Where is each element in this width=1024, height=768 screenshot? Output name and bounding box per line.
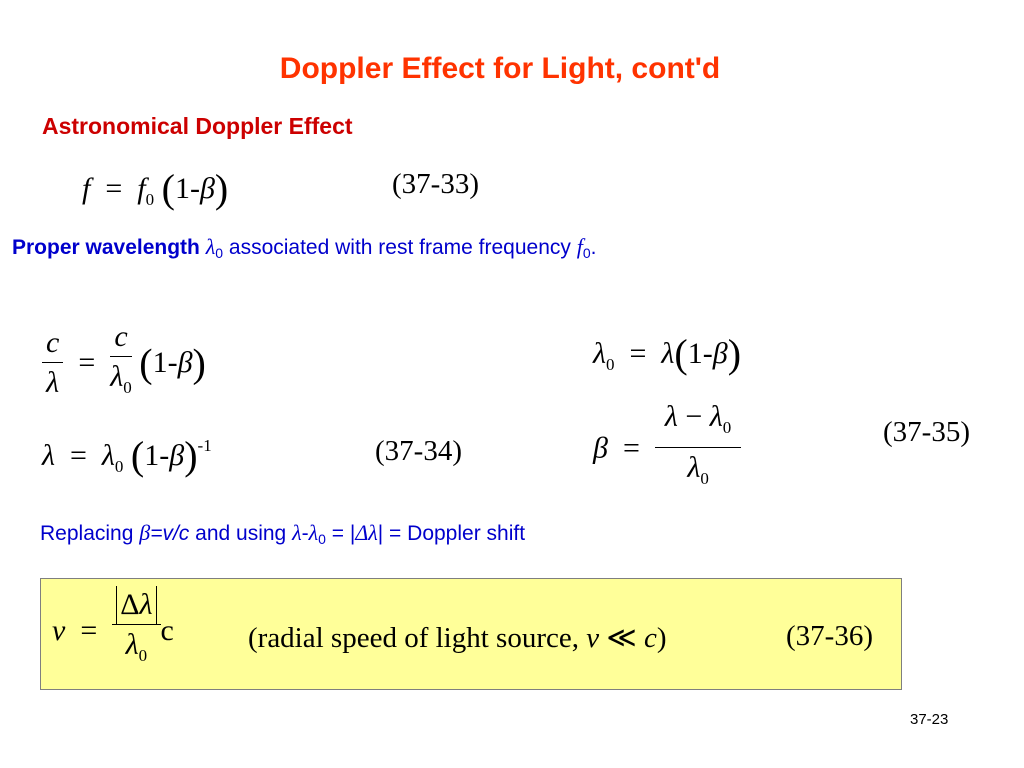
lambda-symbol: λ [205, 234, 216, 259]
slide-subtitle: Astronomical Doppler Effect [42, 113, 353, 139]
fraction-c-over-lambda0 [110, 318, 132, 408]
paren-open: ( [161, 166, 175, 211]
one-minus: 1- [152, 346, 178, 379]
beta-symbol: β [169, 439, 185, 472]
lambda0-sub: 0 [700, 469, 709, 488]
paren-close: ) [727, 331, 742, 376]
beta-symbol: β [593, 431, 608, 465]
v-symbol-2: v [586, 622, 600, 654]
proper-mid-text: associated with rest frame frequency [223, 236, 577, 259]
delta-symbol: Δ [355, 520, 369, 545]
equation-37-35-bottom [593, 398, 741, 499]
desc-open: (radial speed of light source, [248, 622, 587, 654]
fraction-delta-lambda [112, 586, 160, 676]
v-symbol: v [52, 614, 66, 647]
lambda-symbol: λ [110, 360, 124, 393]
beta-symbol: β [712, 337, 728, 370]
lambda0-sub: 0 [138, 646, 148, 665]
eq-equals: = [622, 431, 640, 465]
frac-num-c2: c [110, 318, 132, 357]
beta-symbol: β [139, 520, 151, 545]
lambda-symbol: λ [139, 588, 153, 621]
beta-symbol: β [177, 346, 193, 379]
equation-label-37-35: (37-35) [883, 416, 970, 448]
lambda0-symbol: λ [101, 439, 115, 472]
lambda0-symbol: λ [308, 520, 319, 545]
doppler-shift-text: | = Doppler shift [377, 522, 526, 545]
exponent: -1 [197, 436, 212, 455]
equation-label-37-34: (37-34) [375, 435, 462, 467]
slide-title: Doppler Effect for Light, cont'd [279, 52, 721, 85]
abs-value [116, 586, 156, 624]
lambda-symbol: λ [292, 520, 302, 545]
frac-den-lambda0 [110, 357, 132, 408]
fraction-beta [655, 398, 741, 499]
lambda0-sub: 0 [114, 457, 124, 476]
equation-37-36 [52, 586, 174, 676]
eq-f: f [82, 172, 91, 205]
f-symbol: f [576, 234, 583, 259]
and-using-text: and using [189, 522, 293, 545]
lambda-sub: 0 [123, 378, 132, 397]
beta-symbol: β [199, 172, 215, 205]
much-less-than: ≪ [606, 622, 637, 654]
equation-37-36-description [248, 620, 667, 655]
one-minus: 1- [144, 439, 170, 472]
lambda-symbol-2: λ [368, 520, 378, 545]
replacing-text [40, 520, 525, 547]
dash: - [301, 522, 309, 545]
lambda0-symbol: λ [125, 628, 139, 661]
equation-label-37-36: (37-36) [786, 620, 873, 652]
lambda0-sub: 0 [722, 418, 732, 437]
delta-symbol: Δ [120, 588, 140, 621]
lambda-symbol: λ [664, 400, 678, 433]
lambda0-symbol: λ [709, 400, 723, 433]
eq-f0-sub: 0 [145, 190, 155, 209]
lambda0-symbol: λ [593, 337, 606, 370]
minus-sign: − [677, 400, 710, 433]
paren-close: ) [192, 340, 206, 386]
paren-close: ) [184, 433, 198, 478]
equals-abs-open: = | [325, 522, 356, 545]
eq-equals: = [78, 346, 96, 379]
paren-open: ( [130, 433, 145, 478]
eq-f0: f [137, 172, 146, 205]
equation-37-34-bottom [42, 432, 212, 479]
c-symbol: c [160, 614, 174, 647]
frac-denominator [112, 625, 160, 676]
c-symbol-2: c [643, 622, 657, 654]
f-sub: 0 [582, 245, 591, 261]
proper-wavelength-text [12, 234, 597, 261]
equation-label-37-33: (37-33) [392, 168, 479, 200]
proper-wavelength-bold: Proper wavelength [12, 236, 200, 259]
one-minus: 1- [687, 337, 713, 370]
page-number: 37-23 [910, 711, 949, 728]
frac-den-lambda: λ [46, 365, 60, 399]
eq-equals: = [105, 172, 123, 205]
lambda0-symbol: λ [687, 451, 701, 484]
proper-end: . [590, 236, 597, 259]
lambda0-sub: 0 [606, 355, 615, 374]
fraction-c-over-lambda [42, 324, 63, 403]
frac-numerator [112, 586, 160, 625]
lambda-sub: 0 [215, 245, 224, 261]
frac-num-c: c [42, 324, 63, 363]
eq-equals: = [70, 439, 87, 472]
lambda-symbol: λ [42, 439, 55, 472]
equation-37-33 [82, 165, 228, 212]
equation-37-35-top [593, 330, 741, 377]
equation-37-34-top [42, 318, 206, 408]
frac-numerator [655, 398, 741, 448]
paren-open: ( [674, 331, 688, 376]
v-over-c: =v/c [150, 522, 190, 545]
desc-close: ) [656, 622, 667, 654]
eq-equals: = [629, 337, 647, 370]
eq-equals: = [80, 614, 98, 647]
frac-denominator [655, 448, 741, 499]
lambda0-sub: 0 [318, 531, 326, 547]
paren-close: ) [214, 166, 229, 211]
lambda-symbol: λ [661, 337, 675, 370]
paren-open: ( [139, 340, 153, 386]
replacing-word: Replacing [40, 522, 140, 545]
one-minus: 1- [174, 172, 200, 205]
